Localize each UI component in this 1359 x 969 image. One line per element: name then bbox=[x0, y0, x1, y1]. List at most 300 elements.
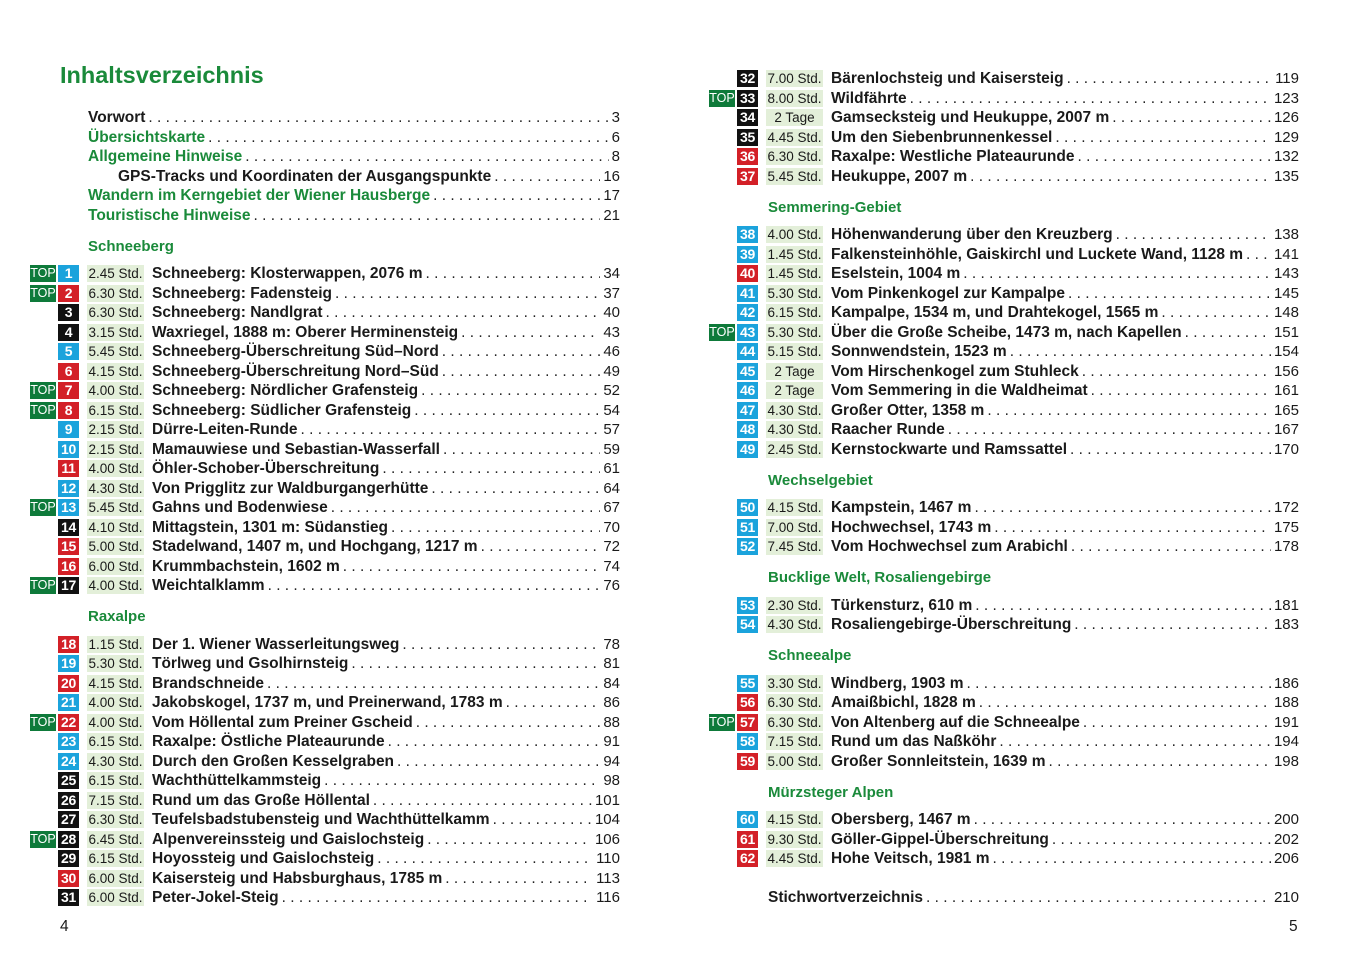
tour-title: Schneeberg-Überschreitung Süd–Nord bbox=[152, 343, 439, 360]
toc-tour-entry[interactable] bbox=[30, 830, 620, 850]
dot-leader bbox=[397, 752, 600, 772]
dot-leader bbox=[970, 167, 1271, 187]
page-ref: 40 bbox=[603, 304, 620, 321]
page-ref: 116 bbox=[596, 889, 620, 906]
dot-leader bbox=[254, 206, 601, 226]
page-ref: 167 bbox=[1273, 421, 1299, 438]
toc-tour-entry[interactable] bbox=[30, 752, 620, 772]
page-ref: 46 bbox=[603, 343, 620, 360]
tour-number-badge: 29 bbox=[58, 850, 79, 867]
dot-leader bbox=[1082, 362, 1271, 382]
toc-tour-entry[interactable] bbox=[709, 323, 1299, 343]
tour-title: Windberg, 1903 m bbox=[831, 675, 964, 692]
tour-duration: 2 Tage bbox=[766, 109, 823, 126]
page-ref: 126 bbox=[1273, 109, 1299, 126]
toc-tour-entry[interactable] bbox=[709, 108, 1299, 128]
dot-leader bbox=[326, 303, 601, 323]
tour-number-badge: 32 bbox=[737, 70, 758, 87]
toc-tour-entry[interactable] bbox=[30, 869, 620, 889]
page-ref: 6 bbox=[611, 129, 620, 146]
tour-duration: 7.15 Std. bbox=[88, 793, 143, 808]
page-ref: 148 bbox=[1273, 304, 1299, 321]
tour-title: Vom Hirschenkogel zum Stuhleck bbox=[831, 363, 1079, 380]
toc-tour-entry[interactable] bbox=[30, 459, 620, 479]
dot-leader bbox=[506, 693, 601, 713]
tour-number-badge: 8 bbox=[58, 402, 79, 419]
dot-leader bbox=[1048, 752, 1270, 772]
dot-leader bbox=[493, 810, 592, 830]
toc-tour-entry[interactable] bbox=[30, 888, 620, 908]
toc-tour-entry[interactable] bbox=[709, 420, 1299, 440]
tour-title: Alpenvereinssteig und Gaislochsteig bbox=[152, 831, 425, 848]
page-ref: 34 bbox=[603, 265, 620, 282]
tour-duration: 4.00 Std. bbox=[767, 227, 822, 242]
tour-number-badge: 44 bbox=[737, 343, 758, 360]
page-ref: 191 bbox=[1273, 714, 1299, 731]
tour-duration: 4.00 Std. bbox=[88, 461, 143, 476]
tour-duration: 4.00 Std. bbox=[88, 715, 143, 730]
toc-tour-entry[interactable] bbox=[30, 342, 620, 362]
tour-title: Hohe Veitsch, 1981 m bbox=[831, 850, 990, 867]
dot-leader bbox=[1161, 303, 1271, 323]
tour-duration: 1.45 Std. bbox=[767, 247, 822, 262]
toc-index-entry[interactable] bbox=[768, 888, 1299, 908]
tour-title: Krummbachstein, 1602 m bbox=[152, 558, 340, 575]
tour-number-badge: 12 bbox=[58, 480, 79, 497]
tour-duration: 4.45 Std. bbox=[767, 851, 822, 866]
top-badge: TOP bbox=[30, 285, 56, 302]
dot-leader bbox=[427, 830, 592, 850]
tour-duration: 4.00 Std. bbox=[88, 578, 143, 593]
toc-tour-entry[interactable] bbox=[709, 303, 1299, 323]
toc-tour-entry[interactable] bbox=[709, 732, 1299, 752]
tour-duration: 5.45 Std. bbox=[88, 344, 143, 359]
dot-leader bbox=[1246, 245, 1271, 265]
tour-duration: 5.30 Std. bbox=[767, 325, 822, 340]
toc-tour-entry[interactable] bbox=[30, 557, 620, 577]
top-badge: TOP bbox=[30, 499, 56, 516]
page-ref: 37 bbox=[603, 285, 620, 302]
toc-tour-entry[interactable] bbox=[709, 147, 1299, 167]
tour-title: Von Prigglitz zur Waldburgangerhütte bbox=[152, 480, 429, 497]
dot-leader bbox=[268, 576, 601, 596]
tour-duration: 4.10 Std. bbox=[88, 520, 143, 535]
section-heading-semmering: Semmering-Gebiet bbox=[768, 199, 902, 216]
tour-title: Rosaliengebirge-Überschreitung bbox=[831, 616, 1072, 633]
top-badge: TOP bbox=[30, 402, 56, 419]
page-ref: 81 bbox=[603, 655, 620, 672]
tour-duration: 6.15 Std. bbox=[88, 773, 143, 788]
toc-tour-entry[interactable] bbox=[30, 713, 620, 733]
top-badge: TOP bbox=[30, 265, 56, 282]
tour-number-badge: 1 bbox=[58, 265, 79, 282]
dot-leader bbox=[442, 362, 601, 382]
tour-number-badge: 23 bbox=[58, 733, 79, 750]
page-ref: 64 bbox=[603, 480, 620, 497]
tour-duration: 7.00 Std. bbox=[767, 71, 822, 86]
dot-leader bbox=[282, 888, 593, 908]
toc-tour-entry[interactable] bbox=[30, 518, 620, 538]
dot-leader bbox=[1091, 381, 1271, 401]
tour-title: Rund um das Große Höllental bbox=[152, 792, 370, 809]
tour-duration: 7.15 Std. bbox=[767, 734, 822, 749]
tour-duration: 2 Tage bbox=[766, 363, 823, 380]
tour-title: Heukuppe, 2007 m bbox=[831, 168, 968, 185]
tour-title: Amaißbichl, 1828 m bbox=[831, 694, 976, 711]
dot-leader bbox=[1078, 147, 1271, 167]
tour-title: Rund um das Naßköhr bbox=[831, 733, 997, 750]
tour-number-badge: 49 bbox=[737, 441, 758, 458]
tour-number-badge: 35 bbox=[737, 129, 758, 146]
tour-duration: 4.15 Std. bbox=[767, 500, 822, 515]
dot-leader bbox=[1185, 323, 1271, 343]
toc-tour-entry[interactable] bbox=[30, 576, 620, 596]
tour-duration: 6.30 Std. bbox=[767, 715, 822, 730]
tour-number-badge: 45 bbox=[737, 363, 758, 380]
toc-tour-entry[interactable] bbox=[709, 518, 1299, 538]
tour-title: Öhler-Schober-Überschreitung bbox=[152, 460, 380, 477]
tour-title: Kaisersteig und Habsburghaus, 1785 m bbox=[152, 870, 443, 887]
section-heading-raxalpe: Raxalpe bbox=[88, 608, 146, 625]
dot-leader bbox=[1112, 108, 1271, 128]
toc-tour-entry[interactable] bbox=[709, 167, 1299, 187]
toc-front-entry[interactable] bbox=[88, 206, 620, 226]
tour-number-badge: 13 bbox=[58, 499, 79, 516]
toc-tour-entry[interactable] bbox=[709, 713, 1299, 733]
page-ref: 84 bbox=[603, 675, 620, 692]
tour-title: Hoyossteig und Gaislochsteig bbox=[152, 850, 375, 867]
entry-title: Allgemeine Hinweise bbox=[88, 148, 243, 165]
dot-leader bbox=[1083, 713, 1271, 733]
toc-tour-entry[interactable] bbox=[709, 89, 1299, 109]
page-ref: 172 bbox=[1273, 499, 1299, 516]
page-ref: 67 bbox=[603, 499, 620, 516]
toc-tour-entry[interactable] bbox=[30, 284, 620, 304]
toc-tour-entry[interactable] bbox=[709, 752, 1299, 772]
tour-duration: 1.45 Std. bbox=[767, 266, 822, 281]
top-badge: TOP bbox=[709, 90, 735, 107]
page-ref: 94 bbox=[603, 753, 620, 770]
dot-leader bbox=[416, 713, 601, 733]
dot-leader bbox=[994, 518, 1271, 538]
tour-duration: 2 Tage bbox=[766, 382, 823, 399]
tour-duration: 8.00 Std. bbox=[767, 91, 822, 106]
tour-title: Sonnwendstein, 1523 m bbox=[831, 343, 1007, 360]
tour-number-badge: 9 bbox=[58, 421, 79, 438]
page-ref: 91 bbox=[603, 733, 620, 750]
tour-number-badge: 52 bbox=[737, 538, 758, 555]
toc-tour-entry[interactable] bbox=[30, 440, 620, 460]
tour-number-badge: 50 bbox=[737, 499, 758, 516]
toc-tour-entry[interactable] bbox=[30, 420, 620, 440]
tour-number-badge: 39 bbox=[737, 246, 758, 263]
toc-tour-entry[interactable] bbox=[30, 323, 620, 343]
tour-number-badge: 4 bbox=[58, 324, 79, 341]
tour-title: Raxalpe: Westliche Plateaurunde bbox=[831, 148, 1075, 165]
toc-tour-entry[interactable] bbox=[30, 791, 620, 811]
dot-leader bbox=[975, 596, 1271, 616]
tour-duration: 4.15 Std. bbox=[767, 812, 822, 827]
page-ref: 76 bbox=[603, 577, 620, 594]
tour-duration: 6.15 Std. bbox=[88, 851, 143, 866]
toc-tour-entry[interactable] bbox=[709, 225, 1299, 245]
page-ref: 183 bbox=[1273, 616, 1299, 633]
tour-duration: 4.00 Std. bbox=[88, 383, 143, 398]
tour-title: Gahns und Bodenwiese bbox=[152, 499, 328, 516]
toc-tour-entry[interactable] bbox=[709, 69, 1299, 89]
section-heading-wechsel: Wechselgebiet bbox=[768, 472, 873, 489]
page-ref: 72 bbox=[603, 538, 620, 555]
dot-leader bbox=[208, 128, 608, 148]
tour-title: Vom Pinkenkogel zur Kampalpe bbox=[831, 285, 1065, 302]
entry-title: Touristische Hinweise bbox=[88, 207, 251, 224]
tour-number-badge: 28 bbox=[58, 831, 79, 848]
toc-tour-entry[interactable] bbox=[30, 537, 620, 557]
page-ref: 101 bbox=[594, 792, 620, 809]
page-ref: 135 bbox=[1273, 168, 1299, 185]
tour-number-badge: 3 bbox=[58, 304, 79, 321]
toc-tour-entry[interactable] bbox=[30, 362, 620, 382]
tour-number-badge: 5 bbox=[58, 343, 79, 360]
toc-tour-entry[interactable] bbox=[30, 635, 620, 655]
page-ref: 3 bbox=[611, 109, 620, 126]
tour-number-badge: 31 bbox=[58, 889, 79, 906]
toc-tour-entry[interactable] bbox=[709, 674, 1299, 694]
toc-tour-entry[interactable] bbox=[30, 810, 620, 830]
page-ref: 202 bbox=[1273, 831, 1299, 848]
toc-tour-entry[interactable] bbox=[709, 693, 1299, 713]
section-heading-schneealpe: Schneealpe bbox=[768, 647, 852, 664]
toc-tour-entry[interactable] bbox=[709, 498, 1299, 518]
dot-leader bbox=[402, 635, 600, 655]
toc-front-entry[interactable] bbox=[88, 128, 620, 148]
tour-duration: 9.30 Std. bbox=[767, 832, 822, 847]
toc-tour-entry[interactable] bbox=[709, 381, 1299, 401]
tour-number-badge: 14 bbox=[58, 519, 79, 536]
page-ref: 200 bbox=[1273, 811, 1299, 828]
tour-duration: 6.15 Std. bbox=[88, 734, 143, 749]
dot-leader bbox=[967, 674, 1271, 694]
tour-duration: 6.00 Std. bbox=[88, 871, 143, 886]
dot-leader bbox=[910, 89, 1271, 109]
tour-duration: 2.30 Std. bbox=[767, 598, 822, 613]
dot-leader bbox=[1074, 615, 1271, 635]
tour-number-badge: 46 bbox=[737, 382, 758, 399]
dot-leader bbox=[391, 518, 600, 538]
tour-number-badge: 41 bbox=[737, 285, 758, 302]
top-badge: TOP bbox=[709, 324, 735, 341]
toc-tour-entry[interactable] bbox=[709, 830, 1299, 850]
tour-title: Wachthüttelkammsteig bbox=[152, 772, 322, 789]
dot-leader bbox=[1071, 537, 1271, 557]
tour-duration: 4.30 Std. bbox=[767, 403, 822, 418]
page-ref: 113 bbox=[596, 870, 620, 887]
page-ref: 198 bbox=[1273, 753, 1299, 770]
tour-title: Vom Semmering in die Waldheimat bbox=[831, 382, 1088, 399]
page-ref: 98 bbox=[603, 772, 620, 789]
toc-front-entry[interactable] bbox=[88, 108, 620, 128]
tour-duration: 2.15 Std. bbox=[88, 422, 143, 437]
page-ref: 143 bbox=[1273, 265, 1299, 282]
page-ref: 132 bbox=[1273, 148, 1299, 165]
tour-title: Türkensturz, 610 m bbox=[831, 597, 973, 614]
dot-leader bbox=[421, 381, 600, 401]
page-ref: 123 bbox=[1273, 90, 1299, 107]
toc-tour-entry[interactable] bbox=[709, 245, 1299, 265]
toc-tour-entry[interactable] bbox=[30, 693, 620, 713]
toc-tour-entry[interactable] bbox=[709, 128, 1299, 148]
toc-tour-entry[interactable] bbox=[30, 654, 620, 674]
toc-front-entry[interactable] bbox=[88, 186, 620, 206]
tour-duration: 3.15 Std. bbox=[88, 325, 143, 340]
dot-leader bbox=[1067, 69, 1273, 89]
toc-tour-entry[interactable] bbox=[709, 264, 1299, 284]
entry-title: Wandern im Kerngebiet der Wiener Hausberge bbox=[88, 187, 431, 204]
tour-duration: 3.30 Std. bbox=[767, 676, 822, 691]
tour-duration: 2.45 Std. bbox=[88, 266, 143, 281]
tour-number-badge: 37 bbox=[737, 168, 758, 185]
tour-number-badge: 6 bbox=[58, 363, 79, 380]
tour-duration: 4.00 Std. bbox=[88, 695, 143, 710]
dot-leader bbox=[1052, 830, 1271, 850]
tour-title: Hochwechsel, 1743 m bbox=[831, 519, 992, 536]
page-ref: 43 bbox=[603, 324, 620, 341]
tour-duration: 5.15 Std. bbox=[767, 344, 822, 359]
dot-leader bbox=[414, 401, 600, 421]
tour-duration: 5.30 Std. bbox=[767, 286, 822, 301]
toc-tour-entry[interactable] bbox=[709, 810, 1299, 830]
dot-leader bbox=[351, 654, 600, 674]
page-ref: 61 bbox=[603, 460, 620, 477]
tour-title: Vom Hochwechsel zum Arabichl bbox=[831, 538, 1068, 555]
tour-number-badge: 20 bbox=[58, 675, 79, 692]
tour-number-badge: 7 bbox=[58, 382, 79, 399]
toc-tour-entry[interactable] bbox=[709, 284, 1299, 304]
tour-number-badge: 21 bbox=[58, 694, 79, 711]
page-ref: 49 bbox=[603, 363, 620, 380]
toc-tour-entry[interactable] bbox=[709, 440, 1299, 460]
dot-leader bbox=[987, 401, 1271, 421]
page-ref: 59 bbox=[603, 441, 620, 458]
dot-leader bbox=[1116, 225, 1271, 245]
tour-title: Dürre-Leiten-Runde bbox=[152, 421, 298, 438]
toc-tour-entry[interactable] bbox=[30, 771, 620, 791]
top-badge: TOP bbox=[30, 831, 56, 848]
tour-title: Teufelsbadstubensteig und Wachthüttelkamm bbox=[152, 811, 490, 828]
dot-leader bbox=[1068, 284, 1271, 304]
tour-number-badge: 55 bbox=[737, 675, 758, 692]
page-ref: 194 bbox=[1273, 733, 1299, 750]
tour-title: Durch den Großen Kesselgraben bbox=[152, 753, 395, 770]
tour-number-badge: 26 bbox=[58, 792, 79, 809]
toc-tour-entry[interactable] bbox=[709, 596, 1299, 616]
tour-duration: 6.00 Std. bbox=[88, 559, 143, 574]
toc-tour-entry[interactable] bbox=[30, 674, 620, 694]
toc-tour-entry[interactable] bbox=[709, 537, 1299, 557]
dot-leader bbox=[974, 810, 1271, 830]
tour-title: Um den Siebenbrunnenkessel bbox=[831, 129, 1053, 146]
tour-number-badge: 25 bbox=[58, 772, 79, 789]
tour-title: Schneeberg: Südlicher Grafensteig bbox=[152, 402, 412, 419]
tour-title: Peter-Jokel-Steig bbox=[152, 889, 279, 906]
toc-tour-entry[interactable] bbox=[30, 401, 620, 421]
toc-tour-entry[interactable] bbox=[30, 479, 620, 499]
tour-duration: 4.15 Std. bbox=[88, 676, 143, 691]
dot-leader bbox=[461, 323, 600, 343]
dot-leader bbox=[963, 264, 1271, 284]
tour-title: Bärenlochsteig und Kaisersteig bbox=[831, 70, 1064, 87]
tour-title: Schneeberg: Klosterwappen, 2076 m bbox=[152, 265, 423, 282]
toc-tour-entry[interactable] bbox=[30, 303, 620, 323]
tour-title: Weichtalklamm bbox=[152, 577, 265, 594]
tour-number-badge: 38 bbox=[737, 226, 758, 243]
dot-leader bbox=[999, 732, 1271, 752]
page-ref: 138 bbox=[1273, 226, 1299, 243]
toc-tour-entry[interactable] bbox=[30, 381, 620, 401]
dot-leader bbox=[948, 420, 1271, 440]
toc-tour-entry[interactable] bbox=[709, 342, 1299, 362]
toc-tour-entry[interactable] bbox=[709, 615, 1299, 635]
tour-number-badge: 34 bbox=[737, 109, 758, 126]
toc-front-entry[interactable] bbox=[88, 147, 620, 167]
tour-number-badge: 42 bbox=[737, 304, 758, 321]
tour-title: Von Altenberg auf die Schneealpe bbox=[831, 714, 1080, 731]
toc-front-entry[interactable] bbox=[88, 167, 620, 187]
top-badge: TOP bbox=[709, 714, 735, 731]
page-ref: 16 bbox=[603, 168, 620, 185]
tour-number-badge: 62 bbox=[737, 850, 758, 867]
tour-number-badge: 59 bbox=[737, 753, 758, 770]
page-ref: 165 bbox=[1273, 402, 1299, 419]
toc-tour-entry[interactable] bbox=[709, 849, 1299, 869]
toc-tour-entry[interactable] bbox=[30, 849, 620, 869]
toc-tour-entry[interactable] bbox=[709, 401, 1299, 421]
page-ref: 86 bbox=[603, 694, 620, 711]
tour-number-badge: 60 bbox=[737, 811, 758, 828]
tour-title: Gamsecksteig und Heukuppe, 2007 m bbox=[831, 109, 1110, 126]
page-ref: 119 bbox=[1275, 70, 1299, 87]
page-ref: 17 bbox=[603, 187, 620, 204]
tour-title: Schneeberg: Fadensteig bbox=[152, 285, 333, 302]
page-ref: 141 bbox=[1273, 246, 1299, 263]
page-ref: 21 bbox=[603, 207, 620, 224]
page-ref: 104 bbox=[594, 811, 620, 828]
tour-duration: 1.15 Std. bbox=[88, 637, 143, 652]
dot-leader bbox=[324, 771, 600, 791]
dot-leader bbox=[431, 479, 600, 499]
tour-duration: 4.15 Std. bbox=[88, 364, 143, 379]
toc-tour-entry[interactable] bbox=[30, 732, 620, 752]
tour-number-badge: 40 bbox=[737, 265, 758, 282]
dot-leader bbox=[382, 459, 600, 479]
toc-tour-entry[interactable] bbox=[30, 498, 620, 518]
tour-number-badge: 33 bbox=[737, 90, 758, 107]
tour-number-badge: 53 bbox=[737, 597, 758, 614]
tour-title: Jakobskogel, 1737 m, und Preinerwand, 1783 m bbox=[152, 694, 503, 711]
toc-tour-entry[interactable] bbox=[30, 264, 620, 284]
tour-duration: 6.30 Std. bbox=[88, 286, 143, 301]
tour-number-badge: 47 bbox=[737, 402, 758, 419]
page-ref: 8 bbox=[611, 148, 620, 165]
toc-tour-entry[interactable] bbox=[709, 362, 1299, 382]
tour-number-badge: 43 bbox=[737, 324, 758, 341]
tour-title: Schneeberg: Nandlgrat bbox=[152, 304, 323, 321]
tour-duration: 6.15 Std. bbox=[767, 305, 822, 320]
dot-leader bbox=[979, 693, 1271, 713]
tour-title: Großer Sonnleitstein, 1639 m bbox=[831, 753, 1046, 770]
tour-duration: 6.45 Std. bbox=[88, 832, 143, 847]
tour-duration: 5.00 Std. bbox=[767, 754, 822, 769]
